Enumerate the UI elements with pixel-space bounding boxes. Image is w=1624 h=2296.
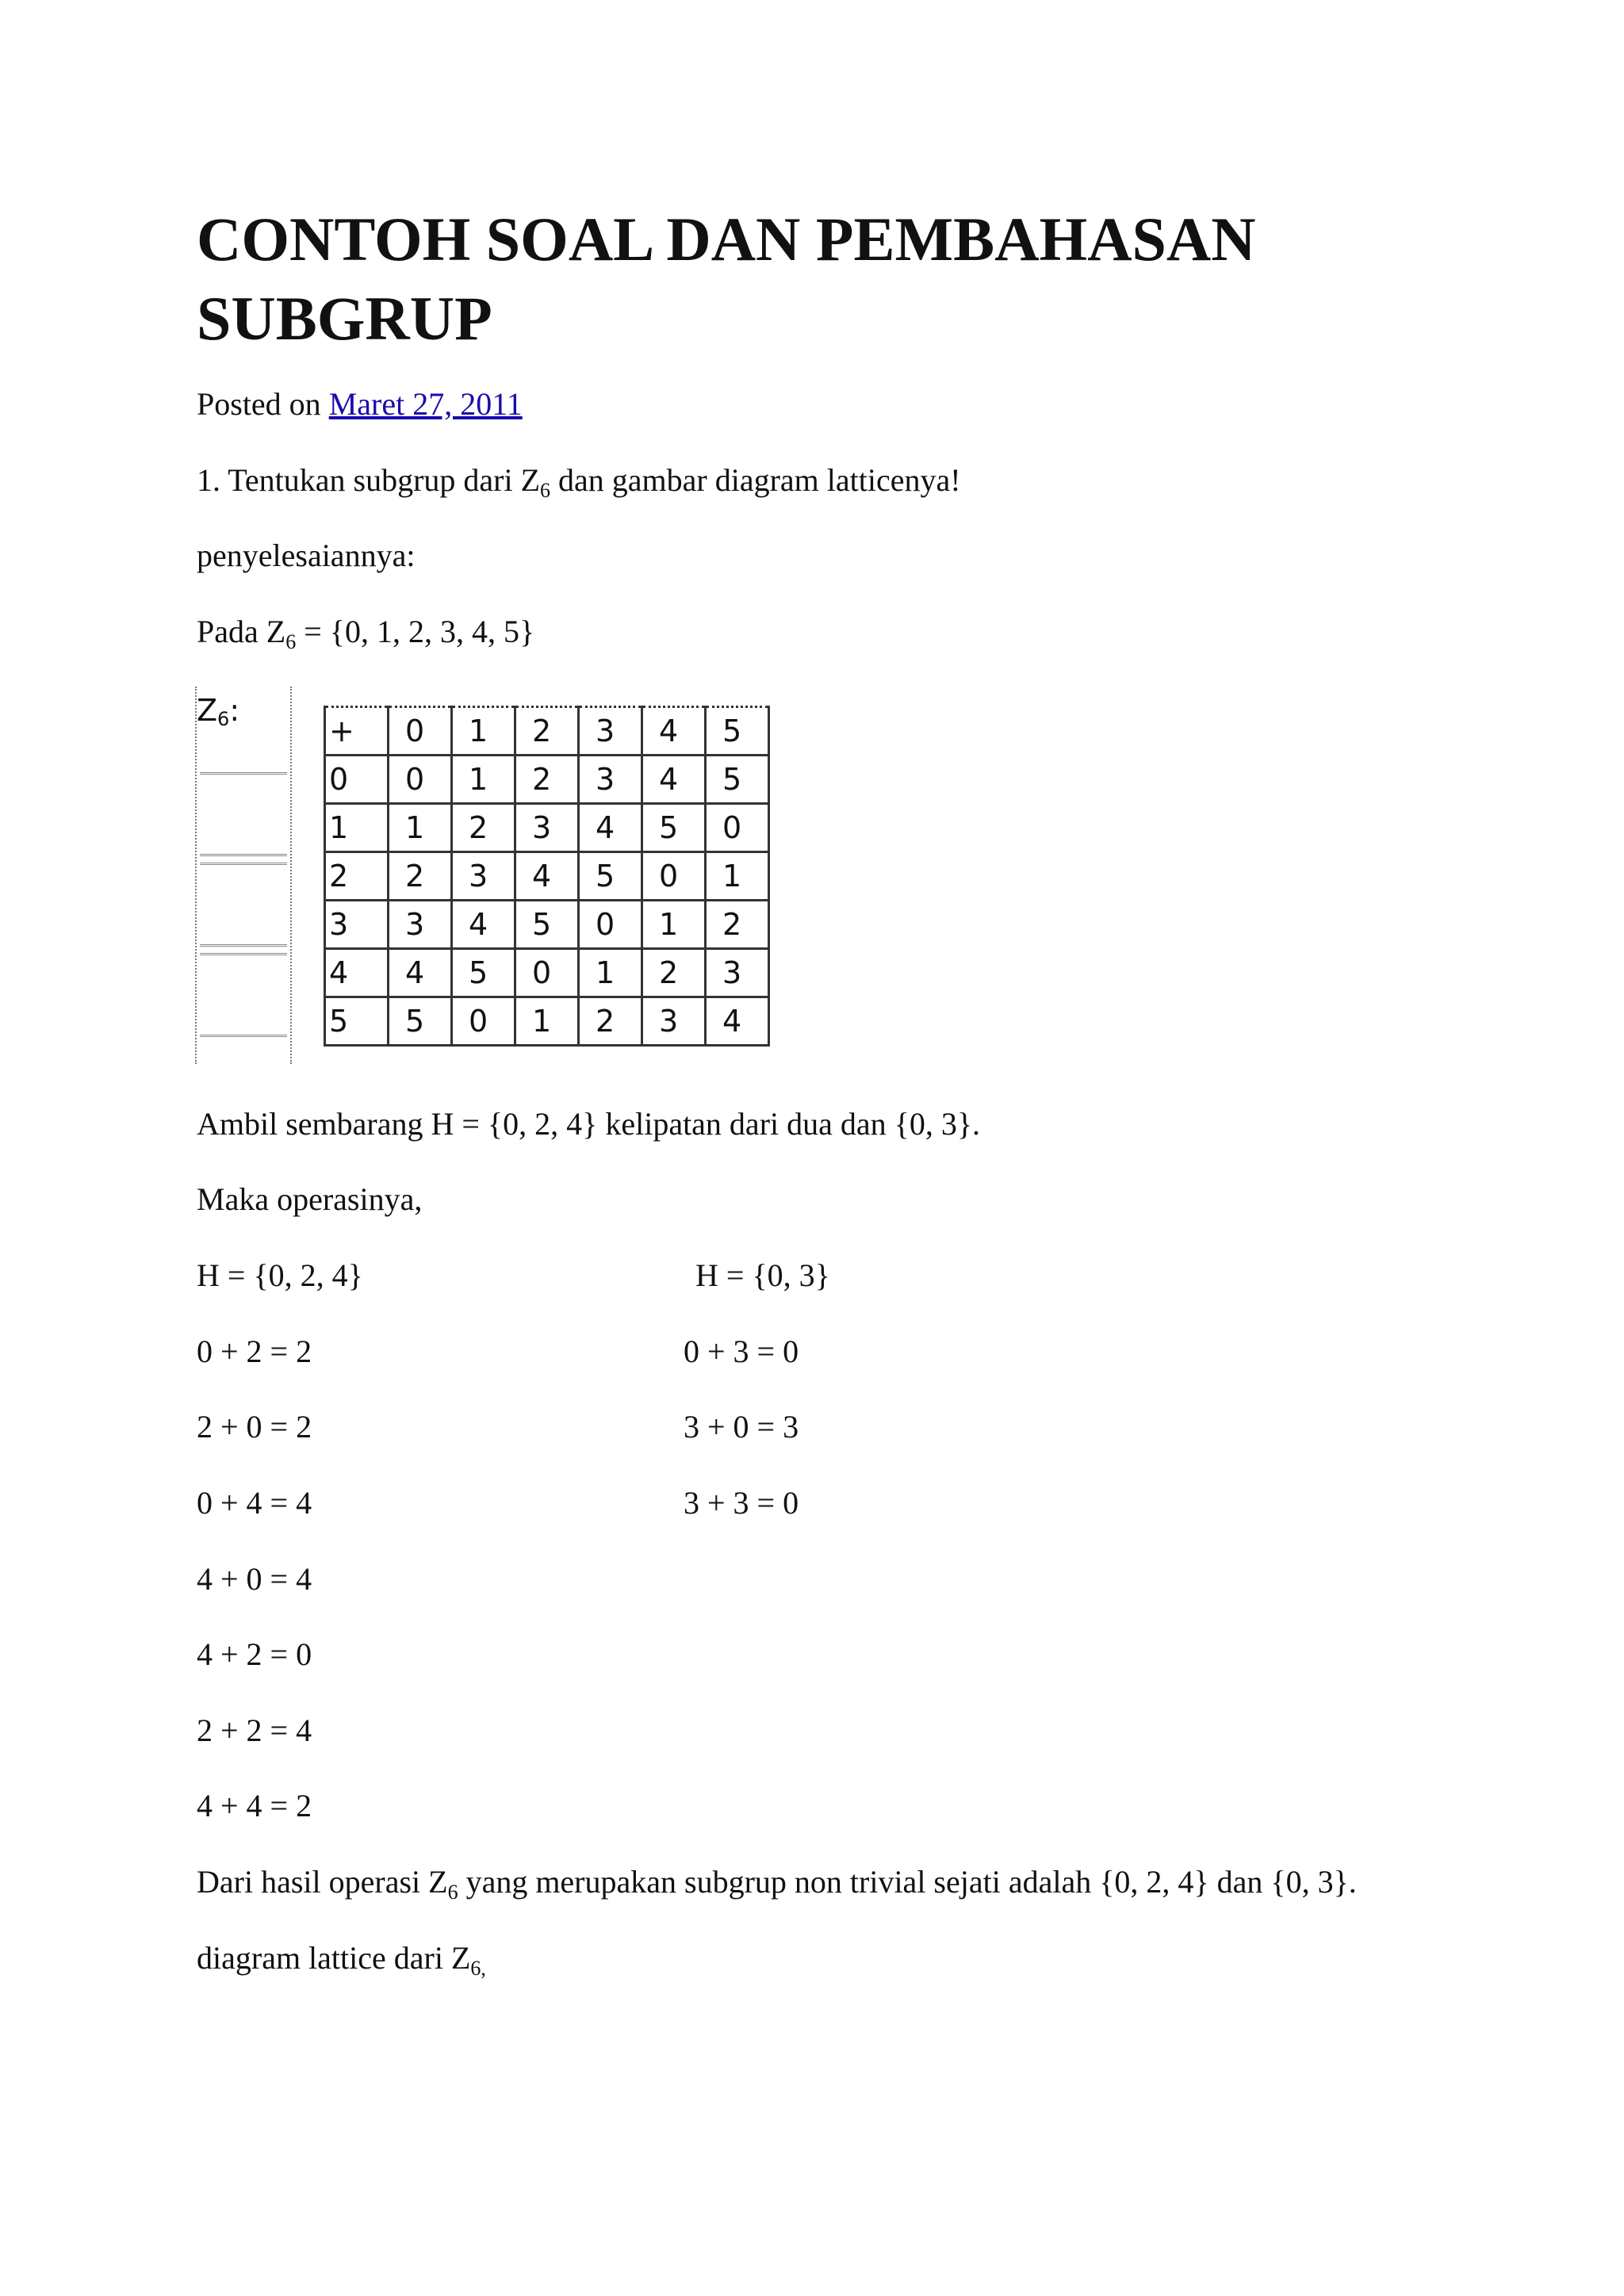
right-op: 3 + 0 = 3 [684, 1409, 799, 1445]
table-cell: 0 [642, 852, 706, 901]
right-op: 0 + 3 = 0 [684, 1334, 799, 1369]
ambil-line: Ambil sembarang H = {0, 2, 4} kelipatan dari dua dan {0, 3}. [197, 1106, 981, 1142]
table-cell: 3 [389, 901, 452, 949]
pada-set: = {0, 1, 2, 3, 4, 5} [296, 614, 535, 649]
table-cell: 3 [515, 804, 579, 852]
table-cell: 3 [579, 756, 642, 804]
table-cell: 5 [706, 707, 769, 756]
lattice-line [197, 1939, 486, 1988]
table-cell: 4 [642, 756, 706, 804]
table-cell: 3 [642, 997, 706, 1046]
table-cell: 3 [579, 707, 642, 756]
table-cell: 0 [389, 707, 452, 756]
side-cell [200, 772, 287, 856]
conclusion-text: Dari hasil operasi Z [197, 1864, 448, 1900]
table-cell: 4 [515, 852, 579, 901]
table-cell: 4 [706, 997, 769, 1046]
table-cell: 4 [452, 901, 515, 949]
table-cell: 2 [515, 707, 579, 756]
table-cell: 1 [706, 852, 769, 901]
table-cell: 1 [325, 804, 389, 852]
question-subscript: 6 [540, 479, 551, 502]
side-column [195, 687, 292, 1064]
table-cell: 0 [325, 756, 389, 804]
table-cell: 4 [389, 949, 452, 997]
question-1 [197, 461, 961, 510]
z6-label-colon: : [229, 693, 240, 728]
left-op: 4 + 0 = 4 [197, 1561, 312, 1597]
table-cell: 5 [389, 997, 452, 1046]
table-cell: 5 [579, 852, 642, 901]
table-cell: 1 [642, 901, 706, 949]
lattice-text: diagram lattice dari Z [197, 1940, 471, 1976]
z6-label-subscript: 6 [217, 708, 230, 730]
right-op: 3 + 3 = 0 [684, 1485, 799, 1521]
table-cell: 4 [325, 949, 389, 997]
table-cell: 1 [452, 707, 515, 756]
table-cell: 0 [389, 756, 452, 804]
table-cell: 5 [515, 901, 579, 949]
cayley-table [324, 706, 770, 1047]
side-cell [200, 863, 287, 947]
conclusion-line [197, 1863, 1357, 1911]
table-cell: 0 [452, 997, 515, 1046]
table-row [325, 804, 769, 852]
table-cell: 1 [452, 756, 515, 804]
table-row [325, 852, 769, 901]
table-cell: 0 [579, 901, 642, 949]
table-cell: + [325, 707, 389, 756]
table-cell: 5 [452, 949, 515, 997]
table-cell: 5 [325, 997, 389, 1046]
right-heading: H = {0, 3} [695, 1257, 830, 1293]
table-cell: 3 [452, 852, 515, 901]
left-op: 2 + 0 = 2 [197, 1409, 312, 1445]
left-heading: H = {0, 2, 4} [197, 1257, 363, 1293]
side-cell [200, 953, 287, 1037]
table-cell: 0 [515, 949, 579, 997]
left-op: 2 + 2 = 4 [197, 1712, 312, 1748]
table-cell: 1 [389, 804, 452, 852]
maka-line: Maka operasinya, [197, 1181, 423, 1217]
conclusion-subscript: 6 [447, 1881, 458, 1904]
posted-line [197, 385, 523, 423]
pada-text: Pada Z [197, 614, 286, 649]
lattice-subscript: 6, [470, 1957, 486, 1980]
z6-addition-table-figure [195, 687, 787, 1067]
page-title: CONTOH SOAL DAN PEMBAHASAN SUBGRUP [197, 205, 1256, 353]
table-cell: 2 [515, 756, 579, 804]
table-cell: 2 [389, 852, 452, 901]
posted-prefix: Posted on [197, 386, 329, 422]
left-op: 4 + 2 = 0 [197, 1636, 312, 1672]
posted-date-link[interactable]: Maret 27, 2011 [328, 386, 523, 422]
left-op: 0 + 2 = 2 [197, 1334, 312, 1369]
table-cell: 2 [325, 852, 389, 901]
table-cell: 4 [642, 707, 706, 756]
conclusion-text-end: yang merupakan subgrup non trivial sejati adalah {0, 2, 4} dan {0, 3}. [458, 1864, 1357, 1900]
table-cell: 5 [706, 756, 769, 804]
table-row [325, 949, 769, 997]
question-text: 1. Tentukan subgrup dari Z [197, 462, 541, 498]
table-cell: 2 [706, 901, 769, 949]
z6-label-letter: Z [197, 693, 218, 728]
table-cell: 0 [706, 804, 769, 852]
pada-line [197, 613, 534, 661]
left-op: 0 + 4 = 4 [197, 1485, 312, 1521]
table-header-row [325, 707, 769, 756]
table-cell: 2 [642, 949, 706, 997]
question-text-end: dan gambar diagram latticenya! [550, 462, 961, 498]
table-cell: 1 [515, 997, 579, 1046]
table-cell: 4 [579, 804, 642, 852]
z6-label [197, 693, 239, 737]
table-row [325, 901, 769, 949]
table-cell: 3 [706, 949, 769, 997]
table-cell: 2 [579, 997, 642, 1046]
solution-label: penyelesaiannya: [197, 538, 416, 573]
table-cell: 1 [579, 949, 642, 997]
table-cell: 2 [452, 804, 515, 852]
pada-subscript: 6 [285, 630, 297, 653]
table-row [325, 997, 769, 1046]
table-row [325, 756, 769, 804]
table-cell: 3 [325, 901, 389, 949]
left-op: 4 + 4 = 2 [197, 1788, 312, 1823]
table-cell: 5 [642, 804, 706, 852]
